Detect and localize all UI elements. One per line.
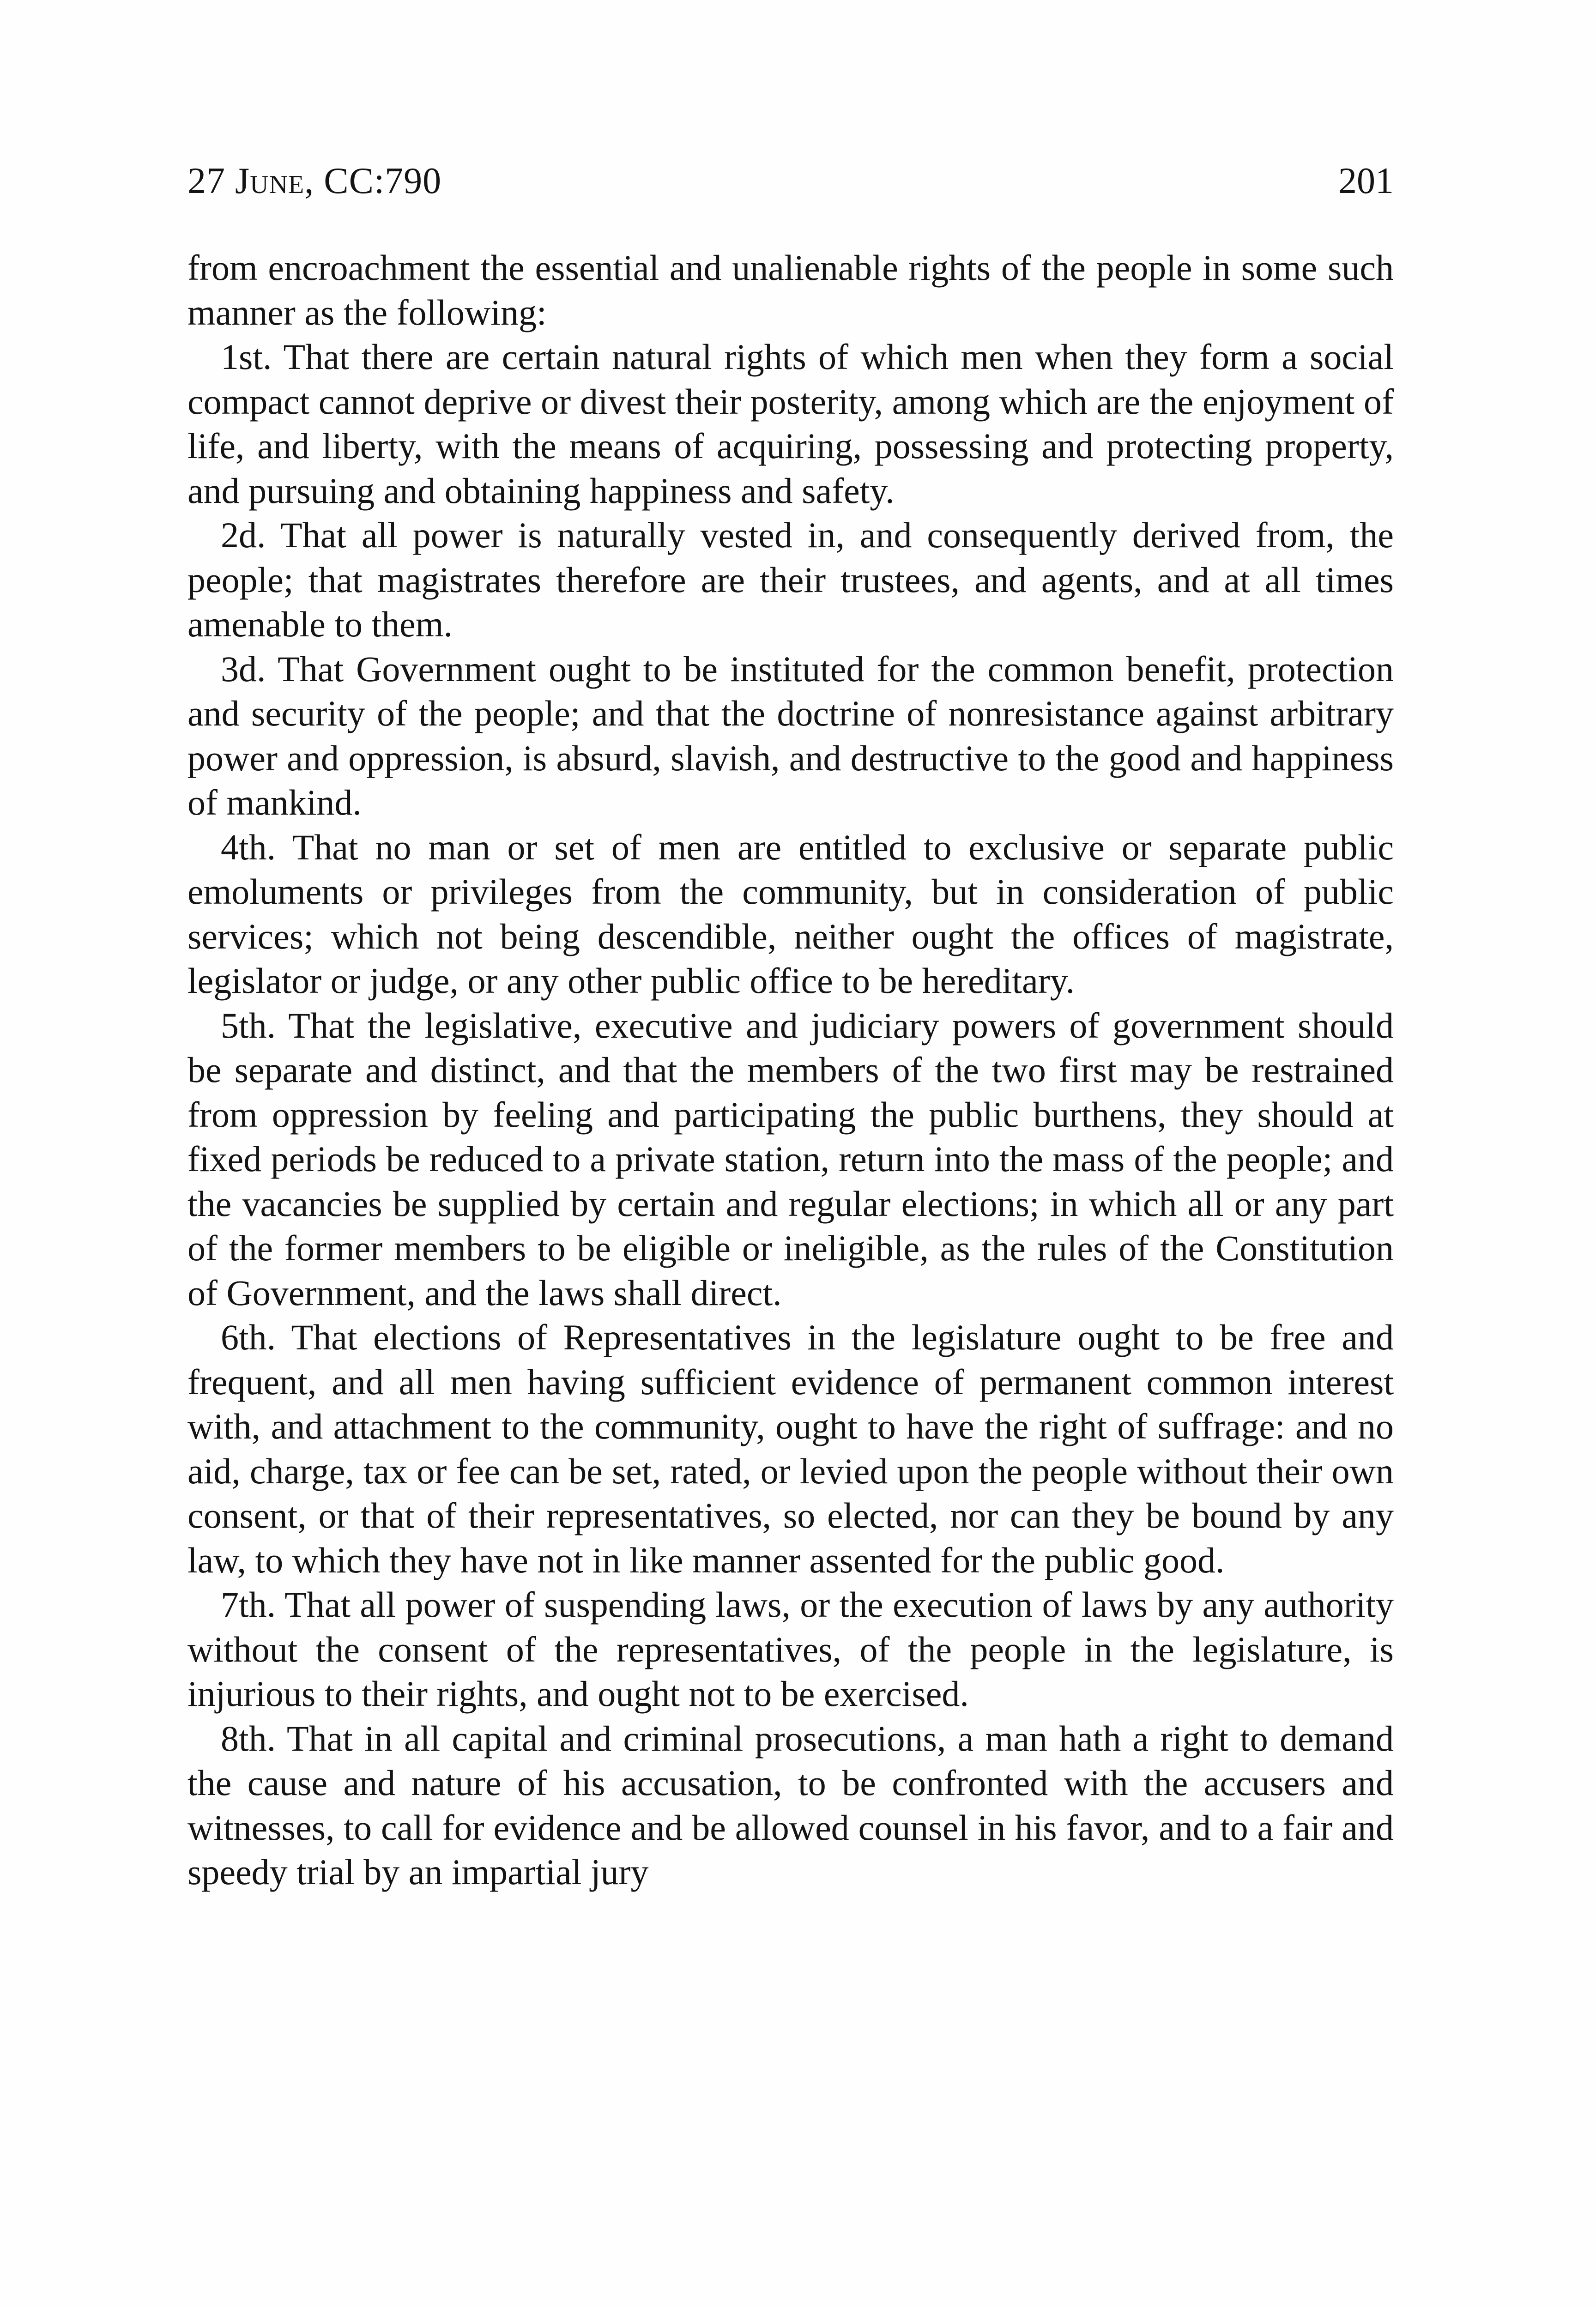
- paragraph-article-7: 7th. That all power of suspending laws, or the execution of laws by any authority without the consent of the representatives, of the people in the legislature, is injurious to their rights, and ought not to be exercised.: [187, 1584, 1394, 1714]
- paragraph-article-3: 3d. That Government ought to be instituted for the common benefit, protection and security of the people; and that the doctrine of nonresistance against arbitrary power and oppression, is absurd, slavish, and destructive to the good and happiness of mankind.: [187, 648, 1394, 822]
- paragraph-article-4: 4th. That no man or set of men are entitled to exclusive or separate public emoluments or privileges from the community, but in consideration of public services; which not being descendible, neither ought the offices of magistrate, legislator or judge, or any other public office to be hereditary.: [187, 827, 1394, 1001]
- paragraph-article-8: 8th. That in all capital and criminal prosecutions, a man hath a right to demand the cause and nature of his accusation, to be confronted with the accusers and witnesses, to call for evidence and be allowed counsel in his favor, and to a fair and speedy trial by an impartial jury: [187, 1718, 1394, 1892]
- paragraph-article-1: 1st. That there are certain natural rights of which men when they form a social compact cannot deprive or divest their posterity, among which are the enjoyment of life, and liberty, with the means of acquiring, possessing and protecting property, and pursuing and obtaining happiness and safety.: [187, 337, 1394, 511]
- body-text: [187, 246, 1394, 1895]
- page-header: [187, 153, 1394, 209]
- running-head: [187, 153, 441, 209]
- running-head-month: June: [235, 161, 305, 201]
- running-head-reference: , CC:790: [304, 161, 442, 201]
- paragraph-article-2: 2d. That all power is naturally vested in, and consequently derived from, the people; that magistrates therefore are their trustees, and agents, and at all times amenable to them.: [187, 515, 1394, 644]
- paragraph-article-5: 5th. That the legislative, executive and judiciary powers of government should be separate and distinct, and that the members of the two first may be restrained from oppression by feeling and participating the public burthens, they should at fixed periods be reduced to a private station, return into the mass of the people; and the vacancies be supplied by certain and regular elections; in which all or any part of the former members to be eligible or ineligible, as the rules of the Constitution of Government, and the laws shall direct.: [187, 1005, 1394, 1313]
- page-number: 201: [1338, 161, 1394, 201]
- paragraph-continued: from encroachment the essential and unalienable rights of the people in some such manner as the following:: [187, 248, 1394, 332]
- running-head-day: 27: [187, 161, 235, 201]
- paragraph-article-6: 6th. That elections of Representatives in the legislature ought to be free and frequent, and all men having sufficient evidence of permanent common interest with, and attachment to the community, ought to have the right of suffrage: and no aid, charge, tax or fee can be set, rated, or levied upon the people without their own consent, or that of their representatives, so elected, nor can they be bound by any law, to which they have not in like manner assented for the public good.: [187, 1317, 1394, 1580]
